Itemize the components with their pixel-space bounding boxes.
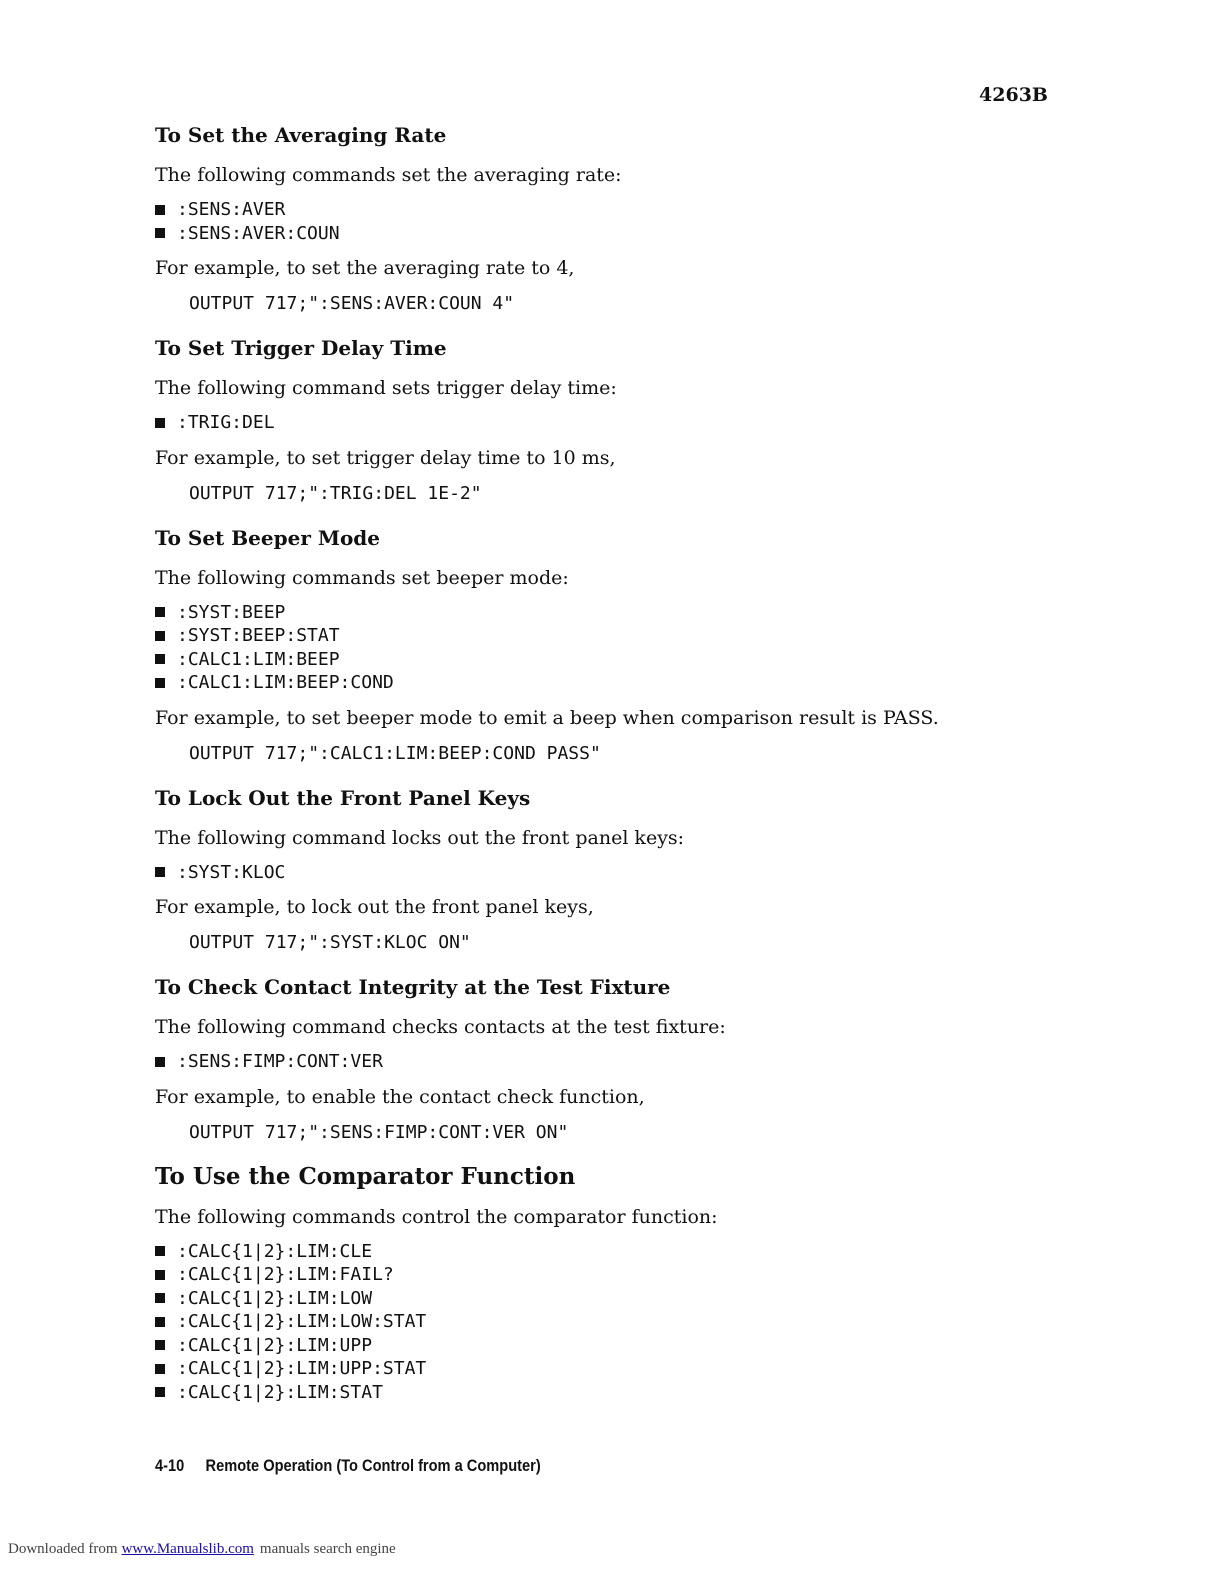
command-item — [155, 198, 1035, 222]
square-bullet-icon — [155, 678, 165, 688]
command-section — [155, 972, 1035, 1146]
manualslib-link[interactable]: www.Manualslib.com — [121, 1541, 254, 1557]
section-intro: The following command sets trigger delay time: — [155, 377, 617, 399]
section-intro: The following commands set beeper mode: — [155, 566, 569, 589]
page-footer — [155, 1456, 541, 1476]
command-text: :SENS:AVER — [177, 199, 286, 220]
square-bullet-icon — [155, 1317, 165, 1327]
command-text: :CALC1:LIM:BEEP:COND — [177, 672, 394, 693]
command-text: :SYST:BEEP — [177, 601, 286, 623]
command-text: :SENS:FIMP:CONT:VER — [177, 1051, 383, 1072]
square-bullet-icon — [155, 1293, 165, 1303]
comparator-section — [155, 1162, 1035, 1405]
section-intro: The following commands set the averaging rate: — [155, 164, 622, 186]
command-text: :SENS:AVER:COUN — [177, 222, 340, 244]
command-text: :CALC{1|2}:LIM:STAT — [177, 1381, 383, 1403]
example-code: OUTPUT 717;":SYST:KLOC ON" — [189, 932, 471, 953]
command-text: :CALC{1|2}:LIM:UPP:STAT — [177, 1358, 427, 1379]
command-item — [155, 1050, 1035, 1074]
command-text: :CALC{1|2}:LIM:UPP — [177, 1334, 373, 1356]
command-list — [155, 198, 1035, 245]
square-bullet-icon — [155, 654, 165, 664]
command-list — [155, 1240, 1035, 1405]
download-attribution — [8, 1541, 396, 1558]
model-number: 4263B — [979, 84, 1048, 106]
section-heading: To Set the Averaging Rate — [155, 123, 447, 147]
page-content — [155, 120, 1035, 1414]
command-section — [155, 523, 1035, 767]
section-heading: To Use the Comparator Function — [155, 1162, 576, 1190]
command-item — [155, 861, 1035, 885]
section-heading: To Lock Out the Front Panel Keys — [155, 785, 531, 810]
square-bullet-icon — [155, 867, 165, 877]
command-text: :CALC{1|2}:LIM:CLE — [177, 1240, 373, 1262]
square-bullet-icon — [155, 228, 165, 238]
page-number: 4-10 — [155, 1456, 185, 1475]
command-item — [155, 1357, 1035, 1381]
example-text: For example, to enable the contact check function, — [155, 1085, 645, 1108]
example-code: OUTPUT 717;":TRIG:DEL 1E-2" — [189, 482, 482, 504]
square-bullet-icon — [155, 205, 165, 215]
command-item — [155, 648, 1035, 672]
square-bullet-icon — [155, 1364, 165, 1374]
example-text: For example, to lock out the front panel keys, — [155, 896, 594, 918]
command-item — [155, 1381, 1035, 1405]
command-item — [155, 601, 1035, 625]
command-text: :CALC1:LIM:BEEP — [177, 648, 340, 670]
command-text: :CALC{1|2}:LIM:LOW — [177, 1287, 373, 1309]
command-text: :CALC{1|2}:LIM:LOW:STAT — [177, 1311, 427, 1332]
example-text: For example, to set trigger delay time to 10 ms, — [155, 446, 616, 469]
example-text: For example, to set beeper mode to emit a beep when comparison result is PASS. — [155, 706, 939, 729]
command-item — [155, 1240, 1035, 1264]
command-section — [155, 783, 1035, 957]
section-intro: The following command locks out the front panel keys: — [155, 826, 685, 849]
example-text: For example, to set the averaging rate to 4, — [155, 257, 575, 279]
command-item — [155, 411, 1035, 435]
example-code: OUTPUT 717;":SENS:FIMP:CONT:VER ON" — [189, 1121, 569, 1143]
command-text: :SYST:BEEP:STAT — [177, 625, 340, 646]
download-prefix: Downloaded from — [8, 1541, 118, 1557]
section-heading: To Check Contact Integrity at the Test Fixture — [155, 975, 671, 999]
section-heading: To Set Beeper Mode — [155, 525, 381, 550]
square-bullet-icon — [155, 1270, 165, 1280]
command-item — [155, 1310, 1035, 1334]
command-text: :CALC{1|2}:LIM:FAIL? — [177, 1264, 394, 1285]
square-bullet-icon — [155, 631, 165, 641]
square-bullet-icon — [155, 607, 165, 617]
command-list — [155, 411, 1035, 435]
example-code: OUTPUT 717;":CALC1:LIM:BEEP:COND PASS" — [189, 742, 601, 764]
square-bullet-icon — [155, 1387, 165, 1397]
command-list — [155, 861, 1035, 885]
command-item — [155, 1263, 1035, 1287]
example-code: OUTPUT 717;":SENS:AVER:COUN 4" — [189, 293, 515, 314]
square-bullet-icon — [155, 1246, 165, 1256]
command-item — [155, 671, 1035, 695]
command-item — [155, 624, 1035, 648]
square-bullet-icon — [155, 418, 165, 428]
command-item — [155, 1287, 1035, 1311]
section-intro: The following command checks contacts at the test fixture: — [155, 1016, 726, 1038]
sections-container — [155, 120, 1035, 1146]
command-item — [155, 1334, 1035, 1358]
download-suffix: manuals search engine — [259, 1541, 396, 1557]
chapter-title: Remote Operation (To Control from a Computer) — [205, 1456, 541, 1475]
section-heading: To Set Trigger Delay Time — [155, 336, 447, 360]
square-bullet-icon — [155, 1057, 165, 1067]
section-intro: The following commands control the comparator function: — [155, 1205, 718, 1228]
command-section — [155, 120, 1035, 317]
command-item — [155, 222, 1035, 246]
command-text: :SYST:KLOC — [177, 861, 286, 883]
command-list — [155, 601, 1035, 695]
command-section — [155, 333, 1035, 507]
square-bullet-icon — [155, 1340, 165, 1350]
command-text: :TRIG:DEL — [177, 412, 275, 433]
command-list — [155, 1050, 1035, 1074]
